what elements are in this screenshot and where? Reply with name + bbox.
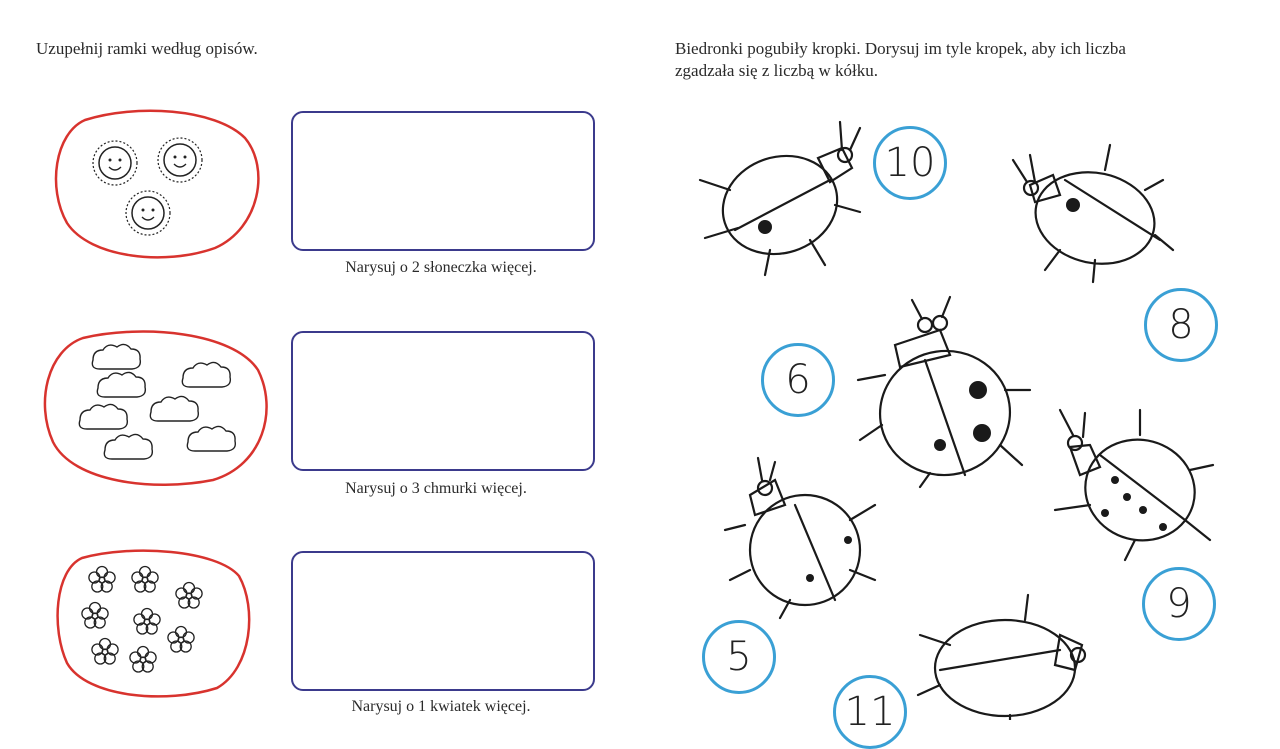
caption-clouds: Narysuj o 3 chmurki więcej. xyxy=(345,480,527,497)
flower-icon xyxy=(132,567,158,592)
number-circle: 10 xyxy=(873,126,947,200)
number-circle: 5 xyxy=(702,620,776,694)
flower-icon xyxy=(168,627,194,652)
cloud-icon xyxy=(79,404,127,429)
cloud-icon xyxy=(187,426,235,451)
flowers-oval xyxy=(57,548,250,696)
ladybug-icon[interactable] xyxy=(910,590,1090,720)
ladybug-icon[interactable] xyxy=(720,450,885,620)
sun-icon xyxy=(93,141,137,185)
drawing-box-flowers[interactable] xyxy=(291,551,595,691)
flower-icon xyxy=(130,647,156,672)
drawing-box-clouds[interactable] xyxy=(291,331,595,471)
flower-icon xyxy=(92,639,118,664)
cloud-icon xyxy=(150,396,198,421)
number-circle: 9 xyxy=(1142,567,1216,641)
cloud-icon xyxy=(104,434,152,459)
sun-icon xyxy=(158,138,202,182)
drawing-box-suns[interactable] xyxy=(291,111,595,251)
right-instruction-line1: Biedronki pogubiły kropki. Dorysuj im tyle kropek, aby ich liczba xyxy=(675,39,1126,58)
flower-icon xyxy=(176,583,202,608)
flower-icon xyxy=(82,603,108,628)
flower-icon xyxy=(89,567,115,592)
flower-icon xyxy=(134,609,160,634)
cloud-icon xyxy=(182,362,230,387)
right-instruction xyxy=(675,38,1126,82)
caption-flowers: Narysuj o 1 kwiatek więcej. xyxy=(351,698,531,715)
cloud-icon xyxy=(97,372,145,397)
ladybug-icon[interactable] xyxy=(1045,405,1225,565)
number-circle: 11 xyxy=(833,675,907,749)
clouds-oval xyxy=(43,330,271,485)
number-circle: 6 xyxy=(761,343,835,417)
cloud-icon xyxy=(92,344,140,369)
caption-suns: Narysuj o 2 słoneczka więcej. xyxy=(345,259,537,276)
sun-icon xyxy=(126,191,170,235)
ladybug-icon[interactable] xyxy=(1005,140,1180,290)
right-instruction-line2: zgadzała się z liczbą w kółku. xyxy=(675,61,878,80)
suns-oval xyxy=(55,108,260,258)
ladybug-icon[interactable] xyxy=(690,110,880,285)
number-circle: 8 xyxy=(1144,288,1218,362)
left-instruction: Uzupełnij ramki według opisów. xyxy=(36,39,258,58)
